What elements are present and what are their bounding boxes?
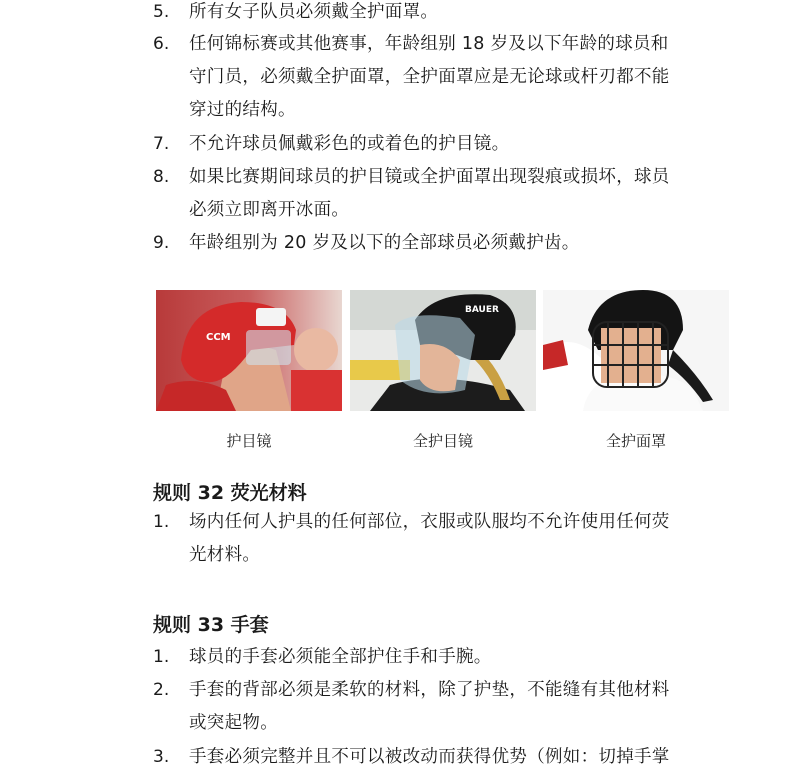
item-text: 或突起物。 [189, 713, 278, 733]
item-text: 所有女子队员必须戴全护面罩。 [189, 2, 439, 22]
item-text: 守门员，必须戴全护面罩，全护面罩应是无论球或杆刃都不能 [189, 67, 670, 87]
rule-33-heading: 规则 33 手套 [153, 614, 269, 636]
item-number: 8. [153, 167, 170, 187]
item-number: 1. [153, 647, 170, 667]
item-number: 2. [153, 680, 170, 700]
item-text: 穿过的结构。 [189, 100, 296, 120]
item-text: 场内任何人护具的任何部位，衣服或队服均不允许使用任何荧 [189, 512, 670, 532]
item-text: 年龄组别为 20 岁及以下的全部球员必须戴护齿。 [189, 233, 580, 253]
item-number: 9. [153, 233, 170, 253]
item-number: 6. [153, 34, 170, 54]
item-text: 球员的手套必须能全部护住手和手腕。 [189, 647, 492, 667]
visor-caption: 护目镜 [226, 432, 272, 450]
full-visor-photo [350, 290, 536, 411]
item-number: 5. [153, 2, 170, 22]
svg-text:BAUER: BAUER [465, 305, 499, 315]
item-number: 7. [153, 134, 170, 154]
item-text: 不允许球员佩戴彩色的或着色的护目镜。 [189, 134, 510, 154]
svg-text:CCM: CCM [206, 332, 231, 343]
item-text: 如果比赛期间球员的护目镜或全护面罩出现裂痕或损坏，球员 [189, 167, 670, 187]
item-text: 光材料。 [189, 545, 261, 565]
full-cage-photo [543, 290, 729, 411]
full-visor-caption: 全护目镜 [412, 432, 473, 450]
item-text: 必须立即离开冰面。 [189, 200, 350, 220]
full-cage-caption: 全护面罩 [605, 432, 666, 450]
visor-photo [156, 290, 342, 411]
item-number: 3. [153, 747, 170, 767]
rule-32-heading: 规则 32 荧光材料 [153, 482, 307, 504]
item-text: 手套必须完整并且不可以被改动而获得优势（例如：切掉手掌 [189, 747, 670, 767]
item-text: 手套的背部必须是柔软的材料，除了护垫，不能缝有其他材料 [189, 680, 670, 700]
item-number: 1. [153, 512, 170, 532]
item-text: 任何锦标赛或其他赛事，年龄组别 18 岁及以下年龄的球员和 [189, 34, 669, 54]
